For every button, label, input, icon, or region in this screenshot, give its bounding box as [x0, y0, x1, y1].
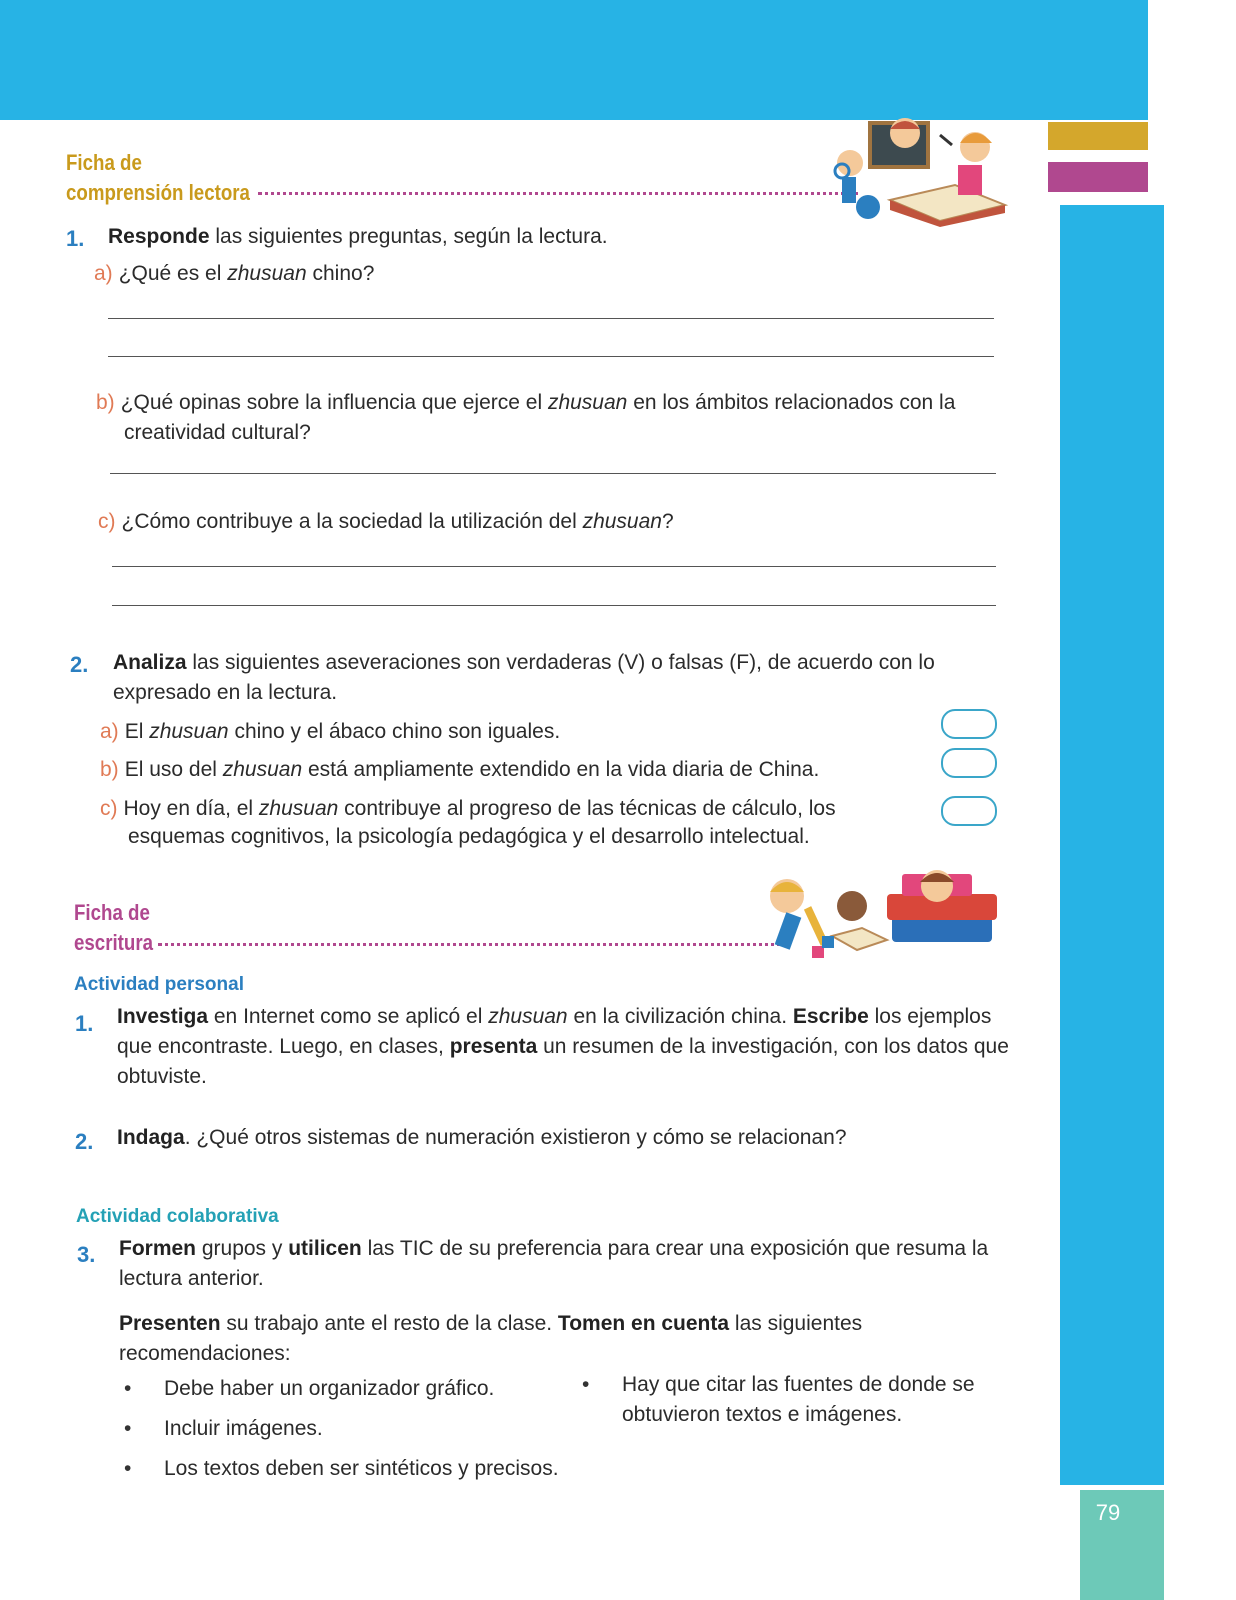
question-2-prompt: Analiza las siguientes aseveraciones son verdaderas (V) o falsas (F), de acuerdo con lo [113, 651, 935, 674]
writing-question-3-line2: lectura anterior. [119, 1267, 264, 1290]
activity-personal-label: Actividad personal [74, 974, 244, 995]
question-number-2: 2. [70, 652, 89, 677]
recommendation-item: • Los textos deben ser sintéticos y precisos. [164, 1454, 559, 1484]
question-1b: b) ¿Qué opinas sobre la influencia que ejerce el zhusuan en los ámbitos relacionados con la [96, 391, 956, 414]
writing-question-number-1: 1. [75, 1011, 94, 1036]
statement-2c: c) Hoy en día, el zhusuan contribuye al progreso de las técnicas de cálculo, los [100, 797, 836, 820]
section-title-line2: comprensión lectora [66, 180, 250, 205]
side-tab-magenta [1048, 162, 1148, 192]
presentation-instructions: Presenten su trabajo ante el resto de la clase. Tomen en cuenta las siguientes [119, 1312, 863, 1335]
answer-line[interactable] [108, 318, 994, 319]
answer-line[interactable] [112, 605, 996, 606]
recommendation-item: • Hay que citar las fuentes de donde se obtuvieron textos e imágenes. [622, 1370, 975, 1430]
section-title-comprension [66, 148, 250, 208]
true-false-answer-box[interactable] [941, 709, 997, 739]
answer-line[interactable] [108, 356, 994, 357]
writing-question-2: Indaga. ¿Qué otros sistemas de numeración existieron y cómo se relacionan? [117, 1126, 847, 1149]
presentation-instructions-line2: recomendaciones: [119, 1342, 291, 1365]
activity-collaborative-label: Actividad colaborativa [76, 1206, 279, 1227]
question-1-prompt: Responde las siguientes preguntas, según la lectura. [108, 225, 608, 248]
answer-line[interactable] [112, 566, 996, 567]
side-tab-mustard [1048, 122, 1148, 150]
statement-2a: a) El zhusuan chino y el ábaco chino son iguales. [100, 720, 561, 743]
statement-2b: b) El uso del zhusuan está ampliamente extendido en la vida diaria de China. [100, 758, 820, 781]
section-title-line2: escritura [74, 930, 154, 955]
page-number: 79 [1095, 1500, 1121, 1525]
writing-question-number-3: 3. [77, 1242, 96, 1267]
writing-question-1-line3: obtuviste. [117, 1065, 207, 1088]
recommendation-item: • Debe haber un organizador gráfico. [164, 1374, 494, 1404]
section-title-line1: Ficha de [74, 900, 150, 925]
section-title-line1: Ficha de [66, 150, 142, 175]
title-dotted-rule [158, 943, 788, 946]
recommendation-item: • Incluir imágenes. [164, 1414, 323, 1444]
true-false-answer-box[interactable] [941, 748, 997, 778]
statement-2c-line2: esquemas cognitivos, la psicología pedagógica y el desarrollo intelectual. [128, 825, 810, 848]
true-false-answer-box[interactable] [941, 796, 997, 826]
question-1c: c) ¿Cómo contribuye a la sociedad la utilización del zhusuan? [98, 510, 674, 533]
section-title-escritura [74, 898, 153, 958]
question-2-prompt-line2: expresado en la lectura. [113, 681, 338, 704]
side-tab-gap [1048, 150, 1148, 162]
side-color-band [1060, 205, 1164, 1485]
question-1a: a) ¿Qué es el zhusuan chino? [94, 262, 375, 285]
writing-question-3: Formen grupos y utilicen las TIC de su preferencia para crear una exposición que resuma la [119, 1237, 989, 1260]
question-number-1: 1. [66, 226, 85, 251]
title-dotted-rule [258, 192, 858, 195]
answer-line[interactable] [110, 473, 996, 474]
kids-reading-illustration [820, 115, 1020, 227]
question-1b-line2: creatividad cultural? [124, 421, 311, 444]
writing-question-1: Investiga en Internet como se aplicó el zhusuan en la civilización china. Escribe los ejemplos [117, 1005, 992, 1028]
writing-question-1-line2: que encontraste. Luego, en clases, presenta un resumen de la investigación, con los datos que [117, 1035, 1009, 1058]
top-color-band [0, 0, 1148, 120]
kids-books-illustration [752, 866, 1002, 966]
writing-question-number-2: 2. [75, 1129, 94, 1154]
